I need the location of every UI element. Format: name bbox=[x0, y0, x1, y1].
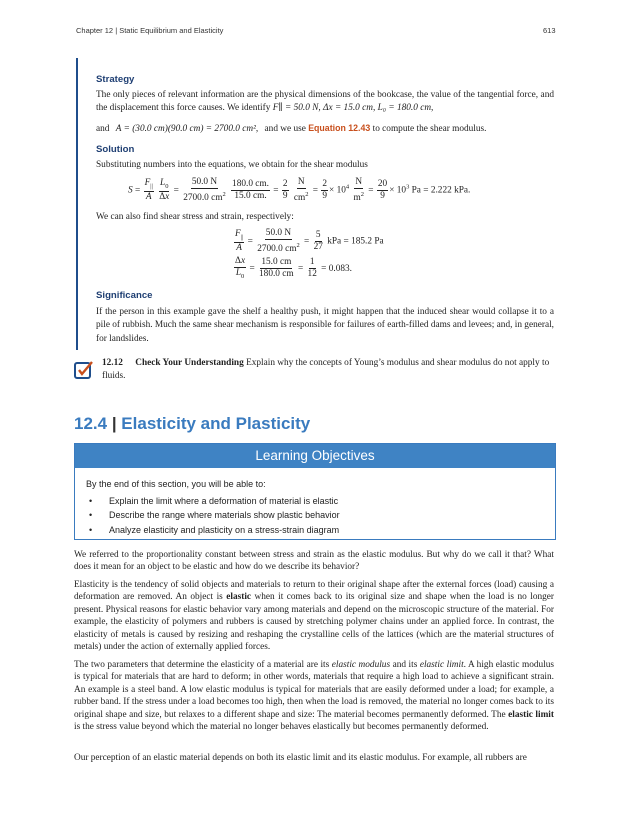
term-elastic-limit: elastic limit bbox=[508, 709, 554, 720]
section-title bbox=[74, 414, 310, 434]
strategy-and: and bbox=[96, 124, 110, 134]
section-separator: | bbox=[107, 414, 122, 433]
page-number: 613 bbox=[543, 26, 556, 35]
example-box bbox=[76, 58, 554, 350]
body-paragraph-1: We referred to the proportionality constant between stress and strain as the elastic modulus. But why do we call it that? What does it mean for an object to be elastic and how do we describe its behavior? bbox=[74, 550, 554, 573]
p3-b: and its bbox=[392, 660, 418, 670]
p3-a: The two parameters that determine the elasticity of a material are its bbox=[74, 660, 330, 670]
strategy-values: F∥ = 50.0 N, Δx = 15.0 cm, L₀ = 180.0 cm, bbox=[272, 103, 434, 114]
strategy-we-use: and we use bbox=[264, 124, 306, 134]
p3-em-elastic-modulus: elastic modulus bbox=[331, 660, 391, 670]
shear-modulus-equation: S = $\frac{F_{||}}{A}$ $\frac{L_0}{\Delta x}$ = $\frac{50.0 N}{2700.0 cm^2}$ $\frac{180.0 cm.}{15.0 cm.}$ = $\frac{2}{9}$ $\frac{N}{cm^2}$ = $\frac{2}{9}$ × $10^4$ $\frac{N}{m^2}$ = $\frac{20}{9}$ × $10^3$ Pa = 2.222 kPa. bbox=[128, 177, 471, 204]
cyu-number: 12.12 bbox=[102, 358, 123, 368]
equation-link[interactable]: Equation 12.43 bbox=[308, 123, 371, 133]
list-item: • Explain the limit where a deformation of material is elastic bbox=[89, 496, 340, 510]
body-paragraph-4: Our perception of an elastic material depends on both its elastic limit and its elastic modulus. For example, all rubbers are bbox=[74, 753, 527, 763]
body-paragraph-3 bbox=[74, 659, 554, 733]
learning-objectives-heading: Learning Objectives bbox=[75, 444, 555, 468]
learning-objectives-intro: By the end of this section, you will be able to: bbox=[86, 479, 266, 489]
learning-objectives-box bbox=[74, 443, 556, 540]
shear-stress-result: = 185.2 Pa bbox=[343, 236, 384, 247]
check-understanding-icon bbox=[74, 360, 94, 380]
stress-strain-text: We can also find shear stress and strain, respectively: bbox=[96, 212, 294, 222]
shear-stress-equation: $\frac{F_{||}}{A}$ = $\frac{50.0 N}{2700.0 cm^2}$ = $\frac{5}{27}$ kPa = 185.2 Pa bbox=[235, 228, 384, 255]
solution-heading: Solution bbox=[96, 144, 135, 155]
significance-heading: Significance bbox=[96, 290, 153, 301]
running-header-chapter: Chapter 12 | Static Equilibrium and Elasticity bbox=[76, 26, 224, 35]
solution-text: Substituting numbers into the equations, we obtain for the shear modulus bbox=[96, 160, 368, 170]
p3-em-elastic-limit: elastic limit bbox=[419, 660, 464, 670]
strategy-heading: Strategy bbox=[96, 74, 135, 85]
strategy-text: The only pieces of relevant information are the physical dimensions of the bookcase, the value of the tangential force, and the displacement this force causes. We identify bbox=[96, 90, 554, 114]
significance-text: If the person in this example gave the shelf a healthy push, it might happen that the induced shear would collapse it to a pile of rubbish. Much the same shear mechanism is responsible for failures of earth-filled dams and levees; and, in general, for landslides. bbox=[96, 307, 554, 344]
cyu-text: Explain why the concepts of Young’s modulus and shear modulus do not apply to fluids. bbox=[102, 358, 550, 382]
check-understanding bbox=[102, 357, 552, 384]
cyu-label: Check Your Understanding bbox=[135, 358, 244, 368]
strategy-paragraph bbox=[96, 89, 554, 116]
body-paragraph-2 bbox=[74, 579, 554, 653]
learning-objectives-list bbox=[89, 496, 340, 539]
section-number: 12.4 bbox=[74, 414, 108, 433]
section-title-text: Elasticity and Plasticity bbox=[121, 414, 311, 433]
shear-strain-equation: $\frac{\Delta x}{L_0}$ = $\frac{15.0 cm}{180.0 cm}$ = $\frac{1}{12}$ = 0.083. bbox=[235, 256, 352, 280]
strategy-compute: to compute the shear modulus. bbox=[372, 124, 487, 134]
shear-strain-result: = 0.083. bbox=[321, 264, 352, 275]
p3-d: is the stress value beyond which the material no longer behaves elastically but becomes permanently deformed. bbox=[74, 722, 489, 733]
p2-b: when it comes back to its original size and shape when the load is no longer present. Physical reasons for elastic behavior vary among materials and depend on the microscopic structure of the material. For example, the elasticity of polymers and rubbers is caused by stretching polymer chains under an applied force. In contrast, the elasticity of metals is caused by resizing and reshaping the crystalline cells of the lattices (which are the material structures of metals) under the action of externally applied forces. bbox=[74, 592, 554, 653]
strategy-area: A = (30.0 cm)(90.0 cm) = 2700.0 cm², bbox=[115, 124, 259, 134]
strategy-paragraph-2 bbox=[96, 122, 554, 136]
term-elastic: elastic bbox=[226, 592, 252, 603]
list-item: • Describe the range where materials show plastic behavior bbox=[89, 510, 340, 524]
list-item: • Analyze elasticity and plasticity on a stress-strain diagram bbox=[89, 525, 340, 539]
p3-c: . A high elastic modulus is typical for materials that are hard to deform; in other words, materials that require a high load to achieve a significant strain. An example is a steel band. A low elastic modulus is typical for materials that are easily deformed under a load; for example, a rubber band. If the stress under a load becomes too high, then when the load is removed, the material no longer comes back to its original shape and size, but relaxes to a different shape and size: The material becomes permanently deformed. The bbox=[74, 660, 555, 720]
p2-a: Elasticity is the tendency of solid objects and materials to return to their original shape after the external forces (load) causing a deformation are removed. An object is bbox=[74, 580, 554, 603]
shear-modulus-result: = 2.222 kPa. bbox=[423, 185, 471, 196]
